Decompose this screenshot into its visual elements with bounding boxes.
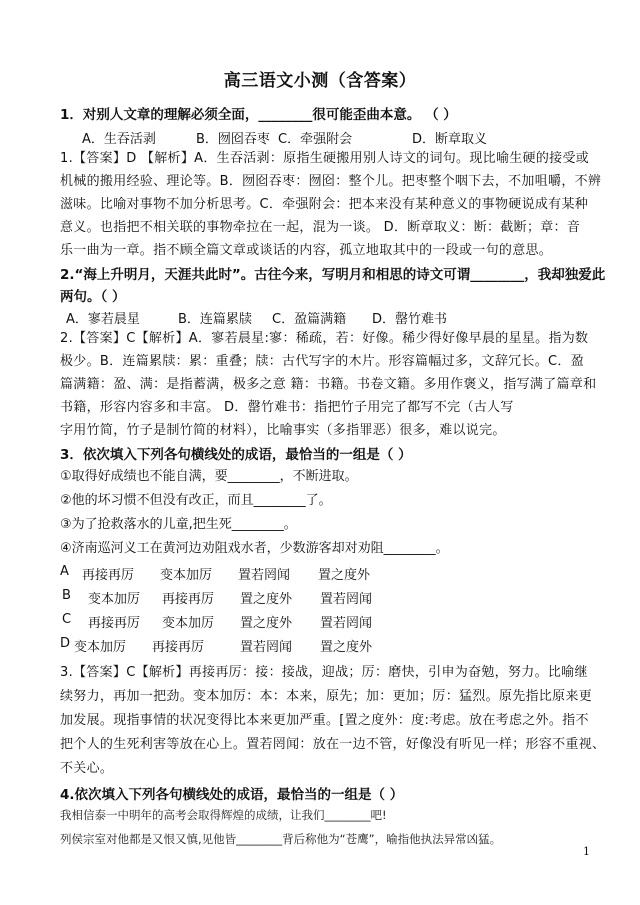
q3-choice-word: 置之度外 [318, 568, 371, 583]
q3-choice-letter: B [62, 588, 71, 603]
q3-choice-letter: A [60, 564, 69, 579]
q1-answer-line: 意义。也指把不相关联的事物牵拉在一起，混为一谈。 D．断章取义：断：截断；章：音 [60, 220, 581, 235]
q3-answer-line: 加发展。现指事情的状况变得比本来更加严重。[置之度外：度:考虑。放在考虑之外。指不 [60, 713, 589, 728]
q2-answer-line: 2.【答案】C【解析】A．寥若晨星:寥：稀疏，若：好像。稀少得好像早晨的星星。指为数 [60, 331, 589, 346]
question-1-stem: 1．对别人文章的理解必须全面，________很可能歪曲本意。 （ ） [60, 107, 457, 123]
question-2-stem: 2.“海上升明月，天涯共此时”。古往今来，写明月和相思的诗文可谓________，我却独爱此 [60, 267, 606, 283]
q3-choice-word: 变本加厉 [74, 640, 127, 655]
q4-sentence-item: 我相信泰一中明年的高考会取得辉煌的成绩，让我们________吧! [60, 808, 387, 822]
q1-option-b: B．囫囵吞枣 [196, 132, 270, 147]
q3-choice-word: 置之度外 [320, 640, 373, 655]
q2-answer-line: 字用竹简，竹子是制竹简的材料），比喻事实（多指罪恶）很多，难以说完。 [60, 423, 506, 438]
q1-option-a: A．生吞活剥 [82, 132, 156, 147]
q1-answer-line: 机械的搬用经验、理论等。B．囫囵吞枣：囫囵：整个儿。把枣整个咽下去，不加咀嚼，不辨 [60, 174, 602, 189]
question-4-stem: 4.依次填入下列各句横线处的成语，最恰当的一组是（ ） [60, 787, 404, 803]
q3-choice-word: 置之度外 [240, 616, 293, 631]
q1-answer-line: 乐一曲为一章。指不顾全篇文章或谈话的内容，孤立地取其中的一段或一句的意思。 [60, 243, 553, 258]
q1-option-d: D．断章取义 [412, 132, 488, 147]
q2-answer-line: 书籍，形容内容多和丰富。 D．罄竹难书：指把竹子用完了都写不完（古人写 [60, 400, 514, 415]
q3-sentence-item: ③为了抢救落水的儿童,把生死________。 [60, 517, 297, 532]
q1-answer-line: 滋味。比喻对事物不加分析思考。C．牵强附会：把本来没有某种意义的事物硬说成有某种 [60, 197, 589, 212]
q3-choice-letter: C [62, 612, 72, 627]
q3-choice-word: 置若罔闻 [240, 640, 293, 655]
page-title: 高三语文小测（含答案） [223, 71, 417, 91]
q2-option-a: A．寥若晨星 [66, 312, 140, 327]
q3-answer-line: 3.【答案】C【解析】再接再厉：接：接战，迎战；厉：磨快，引申为奋勉，努力。比喻继 [60, 665, 588, 680]
q3-sentence-item: ①取得好成绩也不能自满，要________，不断进取。 [60, 469, 358, 484]
q3-choice-word: 再接再厉 [88, 616, 141, 631]
q3-choice-word: 变本加厉 [162, 616, 215, 631]
q3-answer-line: 续努力，再加一把劲。变本加厉：本：本来，原先；加：更加；厉：猛烈。原先指比原来更 [60, 689, 593, 704]
q3-choice-word: 置若罔闻 [320, 616, 373, 631]
q1-option-c: C．牵强附会 [278, 132, 353, 147]
q1-answer-line: 1.【答案】D 【解析】A．生吞活剥：原指生硬搬用别人诗文的词句。现比喻生硬的接受或 [60, 151, 590, 166]
page-number: 1 [583, 845, 590, 858]
q3-choice-word: 置若罔闻 [320, 592, 373, 607]
q2-option-b: B．连篇累牍 [178, 312, 252, 327]
q3-sentence-item: ④济南巡河义工在黄河边劝阻戏水者，少数游客却对劝阻________。 [60, 541, 449, 556]
q3-sentence-item: ②他的坏习惯不但没有改正，而且________了。 [60, 493, 332, 508]
q4-sentence-item: 列侯宗室对他都是又恨又慎,见他皆________背后称他为“苍鹰”，喻指他执法异常凶猛。 [60, 832, 502, 846]
q3-choice-word: 置若罔闻 [238, 568, 291, 583]
q3-answer-line: 不关心。 [60, 761, 114, 776]
q2-option-c: C．盈篇满籍 [272, 312, 347, 327]
q3-choice-word: 再接再厉 [82, 568, 135, 583]
q3-choice-word: 再接再厉 [152, 640, 205, 655]
q2-option-d: D．罄竹难书 [372, 312, 448, 327]
question-2-stem: 两句。（ ） [60, 289, 126, 305]
q3-choice-word: 变本加厉 [160, 568, 213, 583]
q2-answer-line: 篇满籍：盈、满：是指蓄满，极多之意 籍：书籍。书卷文籍。多用作褒义，指写满了篇章和 [60, 377, 597, 392]
question-3-stem: 3．依次填入下列各句横线处的成语，最恰当的一组是（ ） [60, 447, 412, 463]
q3-choice-letter: D [60, 636, 71, 651]
q3-choice-word: 置之度外 [240, 592, 293, 607]
q3-choice-word: 变本加厉 [88, 592, 141, 607]
q3-answer-line: 把个人的生死利害等放在心上。置若罔闻：放在一边不管，好像没有听见一样；形容不重视、 [60, 737, 606, 752]
q2-answer-line: 极少。B．连篇累牍：累：重叠；牍：古代写字的木片。形容篇幅过多，文辞冗长。C．盈 [60, 354, 584, 369]
q3-choice-word: 再接再厉 [162, 592, 215, 607]
